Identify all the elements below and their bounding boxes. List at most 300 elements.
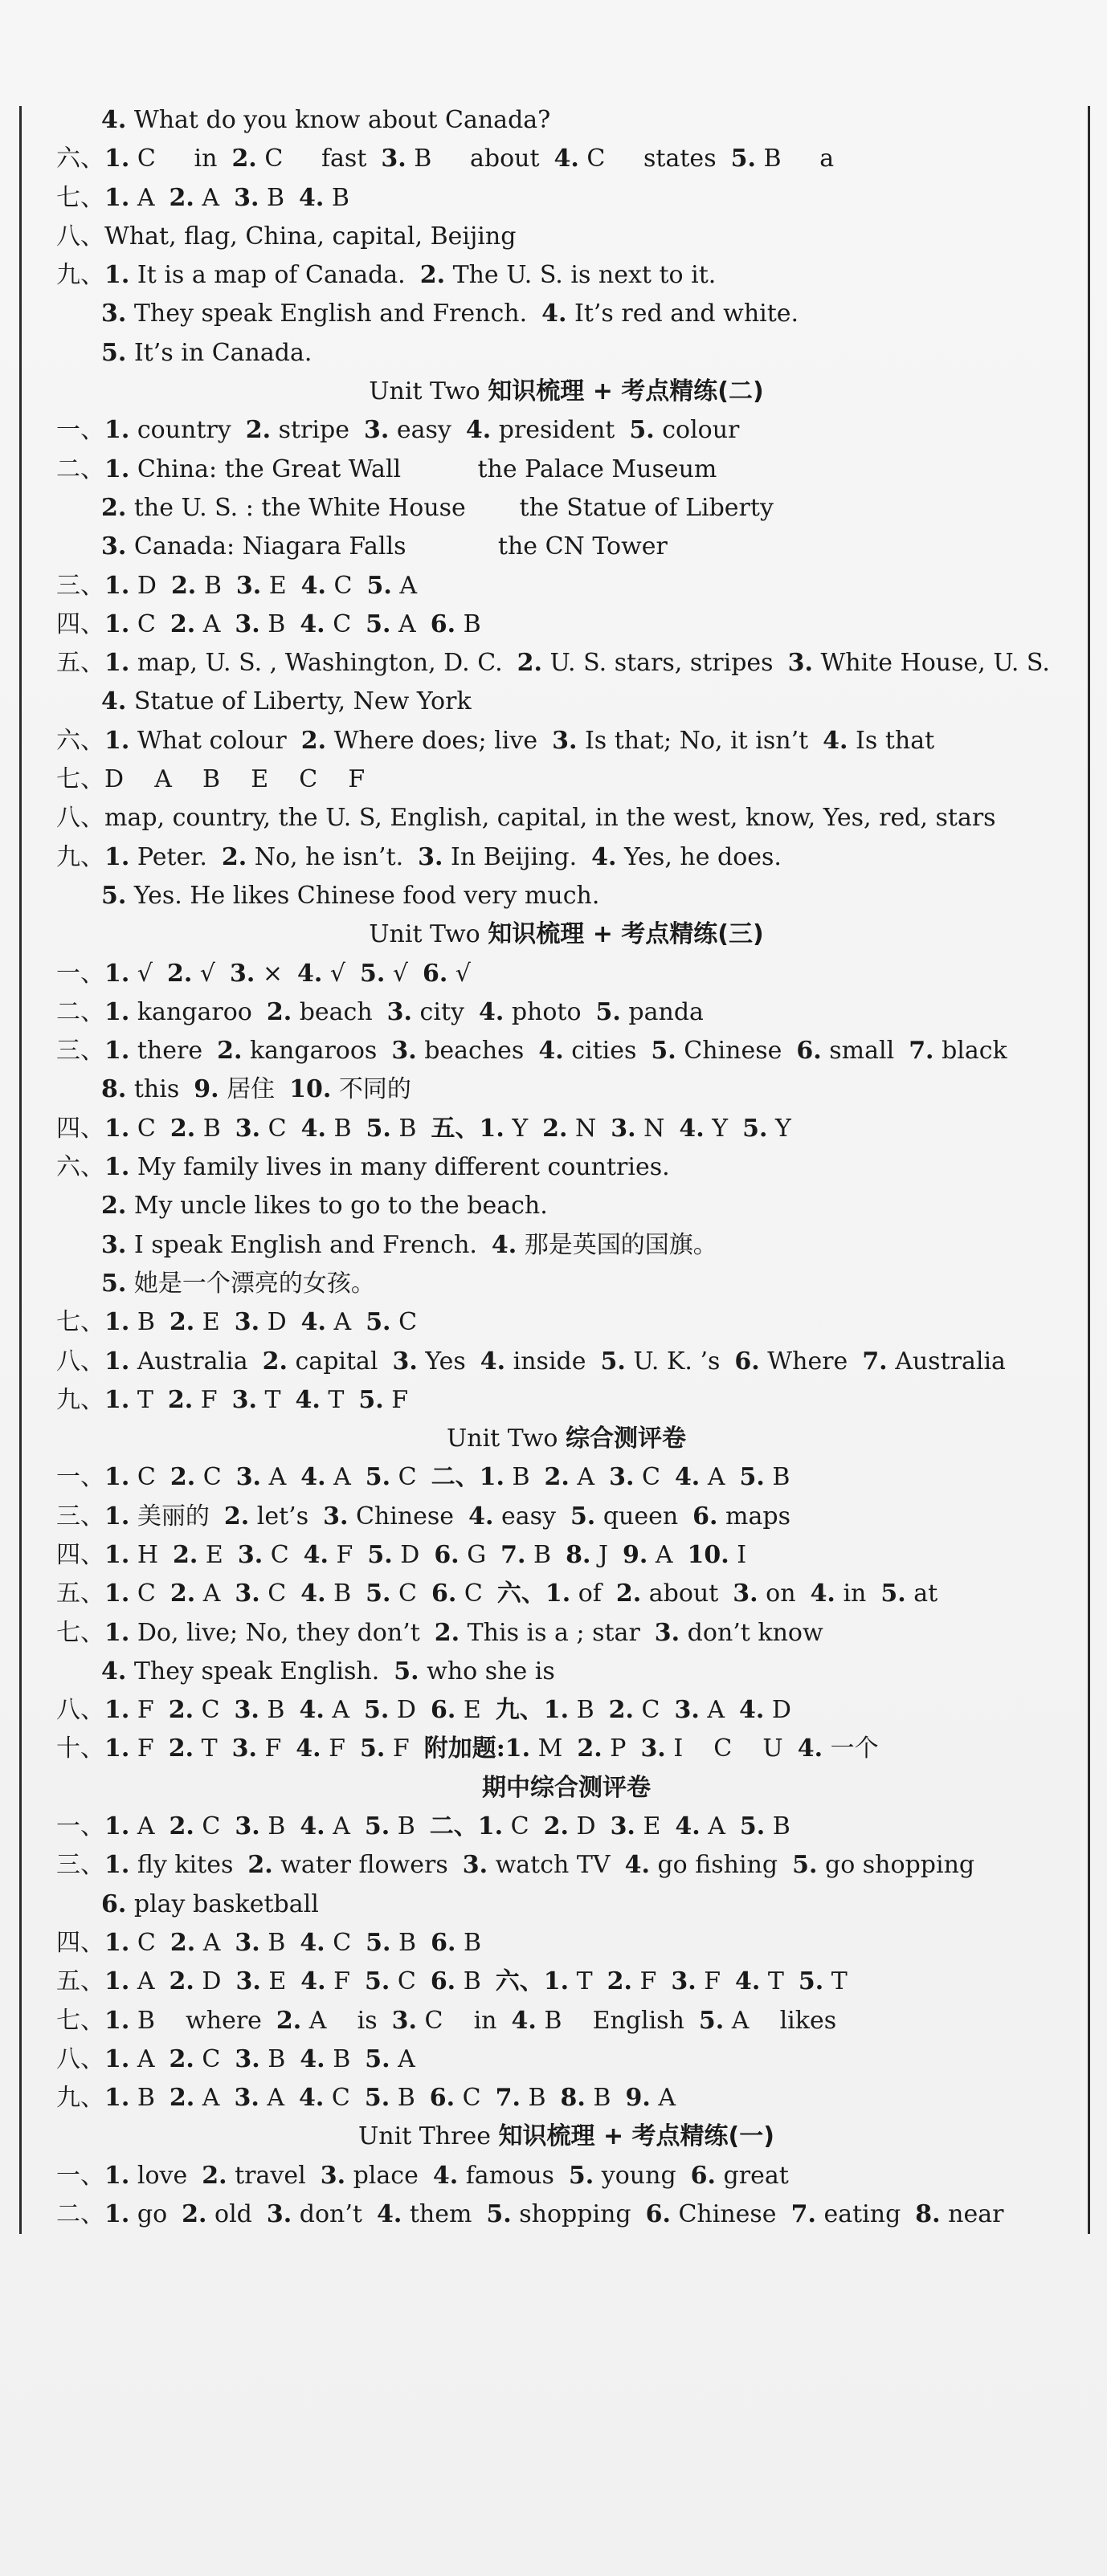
answer-item [267, 2200, 362, 2228]
answer-line [56, 1265, 1076, 1303]
answer-text: Do, live; No, they don’t [137, 1618, 420, 1647]
question-number: 3. [237, 1540, 263, 1569]
answer-text: No, he isn’t. [254, 842, 404, 871]
answer-item [545, 1463, 595, 1491]
question-number: 4. [538, 1037, 564, 1066]
section-number: 二、 [56, 2200, 104, 2229]
answer-line [56, 1303, 1076, 1342]
answer-item [170, 1579, 221, 1608]
answer-text: president [498, 416, 615, 445]
answer-item [424, 1734, 563, 1763]
answer-text: B [331, 183, 349, 212]
answer-text: I [737, 1540, 747, 1569]
answer-text: What colour [137, 726, 287, 755]
answer-item [301, 1115, 352, 1143]
question-number: 3. [462, 1851, 488, 1880]
answer-text: Yes. He likes Chinese food very much. [133, 881, 600, 910]
question-number: 4. [468, 1502, 494, 1531]
question-number: 3. [101, 1230, 127, 1259]
answer-item [367, 1541, 419, 1569]
answer-item [101, 1192, 548, 1220]
answer-text: C [137, 1463, 156, 1492]
answer-text: B about [414, 145, 540, 173]
answer-item [235, 1929, 285, 1957]
question-number: 4. [810, 1579, 835, 1608]
section-number: 四、 [56, 609, 104, 638]
answer-line [56, 1110, 1076, 1148]
answer-item [365, 2084, 415, 2112]
answer-text: Y [712, 1114, 729, 1143]
answer-text: √ [455, 959, 472, 988]
answer-text: beach [299, 997, 373, 1026]
answer-text: inside [513, 1347, 586, 1376]
answer-item [104, 222, 516, 251]
answer-line [56, 140, 1076, 178]
answer-line [56, 1032, 1076, 1070]
question-number: 6. [429, 2084, 455, 2113]
question-number: 5. [394, 1657, 419, 1685]
answer-text: B [333, 1114, 352, 1143]
answer-item [788, 649, 1050, 677]
answer-item [104, 1541, 158, 1569]
question-number: 3. [552, 726, 578, 755]
question-number: 1. [104, 1540, 130, 1569]
question-number: 4. [297, 959, 323, 988]
question-number: 3. [234, 2084, 259, 2113]
answer-line [56, 256, 1076, 295]
answer-item [104, 1967, 155, 1995]
question-number: 2. [169, 183, 194, 212]
answer-item [823, 727, 934, 755]
answer-text: B where [137, 2006, 262, 2035]
answer-text: D [137, 571, 157, 600]
question-number: 6. [431, 1928, 456, 1957]
answer-text: C in [137, 145, 218, 173]
question-number: 5. [595, 997, 621, 1026]
answer-item [391, 1037, 524, 1065]
section-number: 三、 [56, 1037, 104, 1066]
answer-text: colour [662, 416, 740, 445]
answer-item [577, 1734, 626, 1763]
question-number: 1. [104, 183, 130, 212]
answer-text: B English [544, 2006, 684, 2035]
answer-item [365, 1812, 415, 1840]
question-number: 4. [376, 2200, 402, 2229]
question-number: 2. [167, 1385, 194, 1414]
answer-item [300, 2045, 350, 2073]
answer-item [173, 1541, 223, 1569]
answer-text: easy [500, 1502, 556, 1531]
answer-item [170, 1308, 220, 1336]
answer-text: B [333, 1579, 352, 1608]
answer-text: B [268, 1812, 286, 1841]
question-number: 1. [104, 261, 130, 290]
answer-item [435, 1619, 640, 1647]
question-number: 10. [687, 1540, 729, 1569]
answer-text: I C U [673, 1734, 783, 1763]
question-number: 4. [296, 1734, 321, 1763]
answer-item [500, 1541, 551, 1569]
question-number: 3. [266, 2200, 292, 2229]
question-number: 4. [300, 2044, 325, 2073]
answer-text: Chinese [355, 1502, 455, 1531]
answer-text: Is that; No, it isn’t [584, 726, 809, 755]
answer-line [56, 1691, 1076, 1730]
answer-item [104, 2200, 167, 2228]
answer-line [56, 218, 1076, 256]
answer-text: T [328, 1385, 345, 1414]
answer-line [56, 1808, 1076, 1846]
answer-text: What do you know about Canada? [133, 106, 551, 134]
answer-item [699, 2007, 836, 2035]
answer-text: don’t know [687, 1618, 823, 1647]
answer-text: love [137, 2161, 188, 2190]
answer-item [104, 804, 996, 832]
answer-item [625, 2084, 676, 2112]
answer-item [791, 2200, 901, 2228]
section-number: 四、 [56, 1928, 104, 1957]
question-number: 4. [300, 1812, 325, 1841]
answer-item [104, 416, 231, 444]
answer-item [431, 1579, 483, 1608]
answer-item [611, 1115, 664, 1143]
answer-line [56, 838, 1076, 877]
question-number: 4. [679, 1114, 705, 1143]
answer-item [731, 145, 835, 173]
question-number: 4. [300, 1579, 326, 1608]
answer-item [364, 1696, 416, 1724]
answer-text: A [268, 1463, 287, 1492]
answer-text: B [398, 1114, 417, 1143]
question-number: 5. [364, 1967, 390, 1996]
answer-line [56, 644, 1076, 683]
answer-item [104, 261, 406, 289]
answer-item [104, 2084, 155, 2112]
question-number: 5. [792, 1851, 818, 1880]
question-number: 6. [692, 1502, 718, 1531]
question-number: 4. [300, 1308, 326, 1337]
answer-text: C [137, 1579, 156, 1608]
answer-item [104, 2045, 155, 2073]
question-number: 7. [790, 2200, 816, 2229]
answer-text: B [203, 571, 222, 600]
question-number: 4. [491, 1230, 517, 1259]
question-number: 4. [300, 571, 326, 600]
answer-text: Where [767, 1347, 848, 1376]
answer-text: B [576, 1696, 594, 1725]
answer-text: D [267, 1308, 287, 1337]
answer-item [486, 2200, 631, 2228]
answer-item [366, 1308, 417, 1336]
answer-text: go [137, 2200, 168, 2229]
answer-item [276, 2007, 378, 2035]
answer-item [609, 1463, 660, 1491]
answer-text: A likes [731, 2006, 837, 2035]
answer-item [299, 1696, 349, 1724]
answer-item [101, 106, 550, 134]
answer-line [56, 295, 1076, 333]
question-number: 6. [434, 1540, 460, 1569]
question-number: 2. [170, 1463, 196, 1492]
answer-item [862, 1347, 1006, 1376]
answer-item [799, 1967, 848, 1995]
section-number: 五、 [56, 1579, 104, 1608]
answer-item [104, 960, 153, 988]
answer-text: C [137, 609, 156, 638]
question-number: 1. [104, 842, 130, 871]
answer-item [366, 610, 416, 638]
question-number: 4. [739, 1696, 765, 1725]
answer-text: map, country, the U. S, English, capital, in the west, know, Yes, red, stars [104, 804, 996, 833]
section-number: 二、 [56, 997, 104, 1026]
answer-item [101, 1075, 179, 1103]
answer-text: A [137, 1812, 155, 1841]
question-number: 2. [543, 1812, 569, 1841]
answer-item [235, 1812, 285, 1840]
question-number: 2. [517, 649, 542, 678]
answer-item [300, 1929, 351, 1957]
question-number: 5. [364, 2084, 390, 2113]
answer-item [360, 1734, 410, 1763]
answer-item [430, 2084, 481, 2112]
answer-text: They speak English. [133, 1657, 380, 1685]
answer-text: A [333, 1308, 352, 1337]
answer-text: F [704, 1967, 721, 1996]
answer-item [101, 339, 312, 367]
answer-item [104, 765, 365, 793]
answer-text: F [137, 1734, 154, 1763]
section-number: 八、 [56, 2044, 104, 2073]
answer-item [651, 1037, 782, 1065]
answer-line [56, 1148, 1076, 1187]
answer-text: √ [392, 959, 409, 988]
question-number: 6. [101, 1889, 127, 1918]
question-number: 2. [434, 1618, 460, 1647]
answer-item [392, 2007, 497, 2035]
answer-item [101, 1270, 375, 1298]
answer-item [675, 1812, 725, 1840]
question-number: 4. [554, 145, 579, 173]
answer-item [517, 649, 774, 677]
question-number: 1. [104, 1812, 130, 1841]
answer-text: B [463, 609, 481, 638]
question-number: 1. [104, 2006, 130, 2035]
answer-item [235, 1115, 287, 1143]
question-number: 2. [170, 1928, 196, 1957]
answer-text: C [268, 1579, 287, 1608]
answer-item [104, 1037, 202, 1065]
answer-item [217, 1037, 377, 1065]
answer-item [104, 649, 503, 677]
answer-item [596, 998, 704, 1026]
answer-item [640, 1734, 782, 1763]
answer-item [601, 1347, 721, 1376]
answer-item [104, 843, 207, 871]
question-number: 5. [101, 1269, 127, 1298]
question-number: 6. [734, 1347, 760, 1376]
answer-text: D [396, 1696, 416, 1725]
question-number: 5. [364, 1696, 390, 1725]
answer-item [366, 1463, 417, 1491]
question-number: 3. [101, 532, 127, 561]
answer-item [431, 1696, 481, 1724]
answer-text: C [398, 1579, 417, 1608]
section-number: 四、 [56, 1114, 104, 1143]
question-number: 1. [104, 2161, 130, 2190]
question-number: 2. [101, 493, 127, 522]
answer-text: U. K. ’s [633, 1347, 721, 1376]
answer-text: T [831, 1967, 848, 1996]
question-number: 3. [234, 1696, 259, 1725]
question-number: 1. [104, 1696, 130, 1725]
answer-text: famous [465, 2161, 554, 2190]
answer-text: B [463, 1967, 481, 1996]
heading-unit: Unit Two [446, 1425, 558, 1453]
answer-text: easy [396, 416, 451, 445]
answer-line [56, 1343, 1076, 1381]
answer-item [300, 1463, 351, 1491]
question-number: 9. [194, 1075, 219, 1104]
answer-item [297, 960, 345, 988]
answer-line [56, 567, 1076, 605]
answer-item [300, 1579, 351, 1608]
answer-text: A [202, 609, 221, 638]
answer-text: My uncle likes to go to the beach. [133, 1192, 548, 1221]
question-number: 2. [615, 1579, 642, 1608]
question-number: 2. [173, 1540, 198, 1569]
question-number: 4. [300, 1967, 326, 1996]
question-number: 5. [698, 2006, 725, 2035]
question-number: 九、1. [495, 1696, 570, 1725]
answer-text: B [593, 2084, 611, 2113]
answer-item [101, 1890, 319, 1918]
question-number: 3. [235, 1114, 261, 1143]
answer-text: D [400, 1540, 420, 1569]
question-number: 10. [289, 1075, 332, 1104]
question-number: 1. [104, 2084, 130, 2113]
question-number: 1. [104, 1502, 130, 1531]
answer-item [104, 1386, 153, 1414]
question-number: 3. [235, 2044, 260, 2073]
answer-item [909, 1037, 1007, 1065]
question-number: 2. [202, 2161, 227, 2190]
answer-item [267, 998, 373, 1026]
answer-text: place [353, 2161, 419, 2190]
answer-item [101, 1231, 477, 1259]
question-number: 3. [323, 1502, 349, 1531]
answer-text: √ [199, 959, 215, 988]
answer-line [56, 760, 1076, 799]
question-number: 5. [730, 145, 756, 173]
question-number: 3. [363, 416, 390, 445]
answer-text: F [200, 1385, 218, 1414]
answer-text: B [463, 1928, 481, 1957]
question-number: 4. [300, 1928, 325, 1957]
answer-text: Y [774, 1114, 791, 1143]
answer-text: C in [424, 2006, 497, 2035]
answer-text: the U. S. : the White House the Statue of Liberty [133, 493, 774, 522]
answer-text: It’s red and white. [574, 300, 799, 328]
answer-text: C [202, 1812, 221, 1841]
answer-line [56, 2040, 1076, 2079]
answer-item [235, 1696, 285, 1724]
answer-text: C [202, 1463, 222, 1492]
question-number: 6. [645, 2200, 671, 2229]
question-number: 4. [465, 416, 492, 445]
question-number: 5. [366, 571, 392, 600]
question-number: 5. [360, 1734, 386, 1763]
answer-item [170, 1115, 221, 1143]
answer-text: 她是一个漂亮的女孩。 [133, 1269, 375, 1298]
answer-item [104, 1347, 248, 1376]
question-number: 3. [674, 1696, 700, 1725]
question-number: 6. [690, 2161, 716, 2190]
answer-item [104, 572, 157, 600]
question-number: 1. [104, 145, 130, 173]
answer-text: C [398, 1308, 418, 1337]
answer-text: F [391, 1385, 409, 1414]
section-number: 四、 [56, 1540, 104, 1569]
answer-text: What, flag, China, capital, Beijing [104, 222, 517, 251]
heading-title: 综合测评卷 [566, 1425, 687, 1453]
answer-item [497, 1579, 602, 1608]
answer-item [463, 1851, 611, 1879]
answer-text: D A B E C F [104, 765, 366, 794]
question-number: 2. [221, 842, 247, 871]
section-heading [56, 373, 1076, 411]
heading-title: 知识梳理 + 考点精练(三) [488, 920, 764, 949]
question-number: 2. [419, 261, 446, 290]
question-number: 3. [235, 571, 262, 600]
answer-text: Australia [895, 1347, 1006, 1376]
question-number: 3. [418, 842, 443, 871]
answer-item [236, 1463, 287, 1491]
question-number: 2. [169, 2084, 195, 2113]
answer-text: go shopping [824, 1851, 975, 1880]
question-number: 4. [823, 726, 848, 755]
answer-line [56, 683, 1076, 721]
answer-item [569, 2162, 676, 2190]
answer-text: F [329, 1734, 345, 1763]
answer-item [358, 1386, 408, 1414]
question-number: 五、1. [431, 1114, 504, 1143]
answer-item [101, 687, 472, 715]
answer-item [301, 572, 353, 600]
answer-item [629, 416, 739, 444]
answer-text: E [643, 1812, 661, 1841]
answer-text: old [214, 2200, 252, 2229]
question-number: 6. [430, 1696, 456, 1725]
question-number: 2. [231, 145, 257, 173]
question-number: 3. [101, 300, 127, 328]
question-number: 4. [480, 1347, 506, 1376]
question-number: 8. [566, 1540, 591, 1569]
question-number: 4. [624, 1851, 650, 1880]
section-number: 八、 [56, 1347, 104, 1376]
section-heading [56, 2117, 1076, 2156]
question-number: 3. [654, 1618, 680, 1647]
answer-text: A [333, 1463, 351, 1492]
answer-text: C [333, 609, 352, 638]
section-number: 九、 [56, 2084, 104, 2113]
question-number: 5. [570, 1502, 596, 1531]
answer-item [231, 145, 366, 173]
answer-item [104, 1812, 155, 1840]
answer-line [56, 101, 1076, 140]
answer-text: B a [763, 145, 835, 173]
question-number: 4. [478, 997, 504, 1026]
answer-item [466, 416, 615, 444]
